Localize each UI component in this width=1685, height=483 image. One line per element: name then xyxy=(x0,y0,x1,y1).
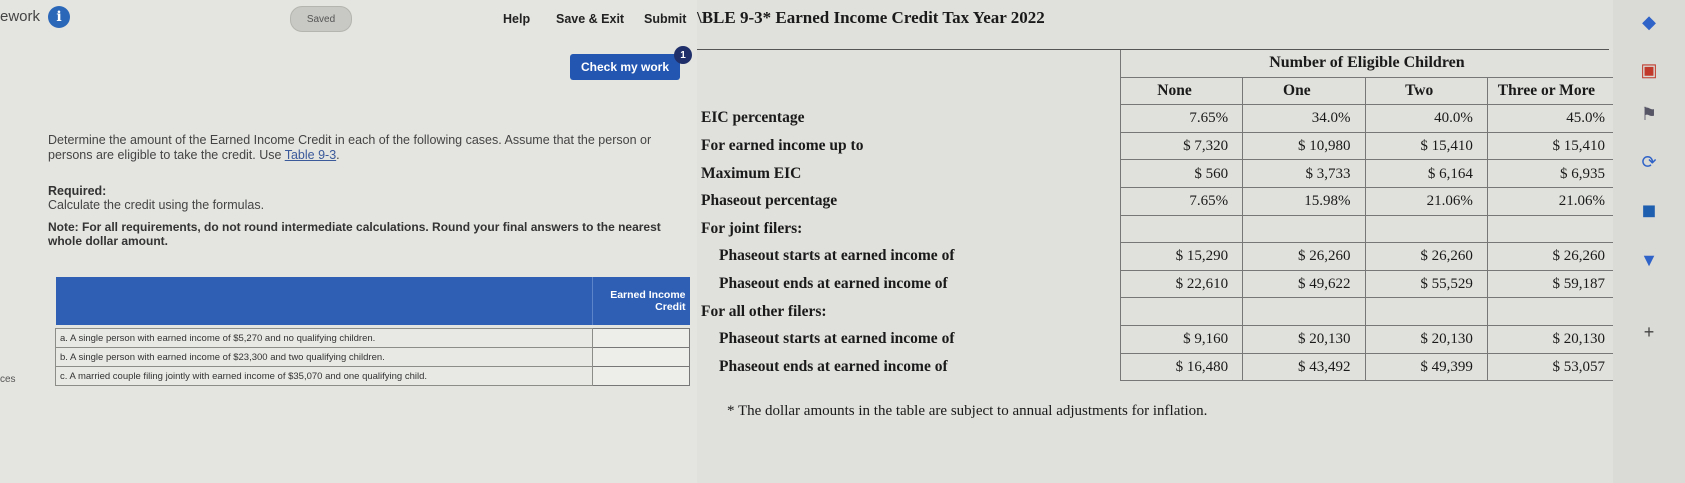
info-icon[interactable]: i xyxy=(48,6,70,28)
eic-row xyxy=(697,298,1613,326)
earned-income-credit-header: Earned Income Credit xyxy=(592,277,690,325)
cell-value: 45.0% xyxy=(1487,105,1613,133)
cell-value: $ 26,260 xyxy=(1365,243,1487,271)
cell-value: $ 49,622 xyxy=(1243,270,1365,298)
saved-status: Saved xyxy=(290,6,352,32)
cell-value xyxy=(1120,215,1242,243)
cell-value: 34.0% xyxy=(1243,105,1365,133)
cell-value xyxy=(1243,215,1365,243)
eic-row xyxy=(697,160,1613,188)
cell-value: $ 3,733 xyxy=(1243,160,1365,188)
case-b-input[interactable] xyxy=(592,348,690,367)
cell-value: $ 16,480 xyxy=(1120,353,1242,381)
col-three-or-more: Three or More xyxy=(1487,77,1613,105)
required-label: Required: xyxy=(48,184,107,198)
required-text: Calculate the credit using the formulas. xyxy=(48,198,265,212)
eic-row xyxy=(697,243,1613,271)
save-exit-link[interactable]: Save & Exit xyxy=(556,12,625,26)
cell-value xyxy=(1487,298,1613,326)
cell-value: 7.65% xyxy=(1120,105,1242,133)
col-one: One xyxy=(1243,77,1365,105)
plus-icon[interactable]: + xyxy=(1643,322,1655,342)
check-count-badge: 1 xyxy=(674,46,692,64)
instructions xyxy=(48,133,693,163)
eic-row xyxy=(697,353,1613,381)
cell-value: $ 15,410 xyxy=(1365,132,1487,160)
answer-table-blank-header xyxy=(56,277,593,325)
cell-value: $ 49,399 xyxy=(1365,353,1487,381)
cell-value: 7.65% xyxy=(1120,187,1242,215)
cell-value: $ 20,130 xyxy=(1243,325,1365,353)
table-link[interactable]: Table 9-3 xyxy=(284,148,337,162)
row-label: For joint filers: xyxy=(701,219,803,237)
browser-side-toolbar xyxy=(1613,0,1685,483)
cell-value: 15.98% xyxy=(1243,187,1365,215)
case-label: c. A married couple filing jointly with earned income of $35,070 and one qualifying child. xyxy=(56,367,593,386)
app-title: ework xyxy=(0,8,41,25)
outlook-icon[interactable]: ◼ xyxy=(1641,200,1657,220)
cell-value: $ 20,130 xyxy=(1487,325,1613,353)
eic-row xyxy=(697,325,1613,353)
children-group-header: Number of Eligible Children xyxy=(1120,50,1613,77)
eic-row xyxy=(697,270,1613,298)
cell-value: $ 43,492 xyxy=(1243,353,1365,381)
cell-value: $ 7,320 xyxy=(1120,132,1242,160)
arrow-icon[interactable]: ▼ xyxy=(1640,250,1658,270)
question-panel xyxy=(0,0,697,483)
row-label: EIC percentage xyxy=(701,109,805,127)
instruction-text: Determine the amount of the Earned Income Credit in each of the following cases. Assume that the person or persons are eligible to take the credit. Use xyxy=(48,133,652,162)
cell-value: $ 15,290 xyxy=(1120,243,1242,271)
row-label: Phaseout percentage xyxy=(701,192,838,210)
cell-value: 40.0% xyxy=(1365,105,1487,133)
bookmark-icon[interactable]: ⚑ xyxy=(1640,104,1658,124)
submit-link[interactable]: Submit xyxy=(644,12,687,26)
cell-value: 21.06% xyxy=(1365,187,1487,215)
cell-value: $ 59,187 xyxy=(1487,270,1613,298)
cell-value xyxy=(1243,298,1365,326)
cell-value: 21.06% xyxy=(1487,187,1613,215)
eic-row xyxy=(697,132,1613,160)
eic-row xyxy=(697,215,1613,243)
case-label: a. A single person with earned income of $5,270 and no qualifying children. xyxy=(56,329,593,348)
cell-value: $ 9,160 xyxy=(1120,325,1242,353)
footnote: * The dollar amounts in the table are subject to annual adjustments for inflation. xyxy=(727,403,1208,419)
row-label: Phaseout ends at earned income of xyxy=(719,357,948,375)
rounding-note: Note: For all requirements, do not round intermediate calculations. Round your final answers to the nearest whole dollar amount. xyxy=(48,220,661,248)
eic-table xyxy=(697,50,1613,381)
col-none: None xyxy=(1120,77,1242,105)
eic-row xyxy=(697,105,1613,133)
case-a-input[interactable] xyxy=(592,329,690,348)
row-label: Phaseout starts at earned income of xyxy=(719,247,955,265)
cell-value: $ 560 xyxy=(1120,160,1242,188)
answer-row xyxy=(56,348,690,367)
cell-value: $ 26,260 xyxy=(1487,243,1613,271)
row-label: Phaseout ends at earned income of xyxy=(719,275,948,293)
col-two: Two xyxy=(1365,77,1487,105)
row-label: For earned income up to xyxy=(701,137,864,155)
case-c-input[interactable] xyxy=(592,367,690,386)
gift-icon[interactable]: ▣ xyxy=(1640,60,1658,80)
answer-row xyxy=(56,329,690,348)
table-title: \BLE 9-3* Earned Income Credit Tax Year 2022 xyxy=(697,8,1045,27)
row-label: For all other filers: xyxy=(701,302,827,320)
cell-value: $ 15,410 xyxy=(1487,132,1613,160)
cell-value: $ 20,130 xyxy=(1365,325,1487,353)
eic-table-panel xyxy=(697,0,1613,483)
cell-value xyxy=(1120,298,1242,326)
cell-value xyxy=(1487,215,1613,243)
tag-icon[interactable]: ◆ xyxy=(1642,12,1656,32)
eic-row xyxy=(697,187,1613,215)
eic-table-body xyxy=(697,105,1613,381)
cell-value: $ 22,610 xyxy=(1120,270,1242,298)
cell-value: $ 6,935 xyxy=(1487,160,1613,188)
cell-value: $ 53,057 xyxy=(1487,353,1613,381)
side-label: ces xyxy=(0,374,16,385)
corner-cell xyxy=(697,50,1120,77)
instruction-end: . xyxy=(336,148,340,162)
answer-table xyxy=(55,277,690,386)
row-label: Phaseout starts at earned income of xyxy=(719,330,955,348)
row-label: Maximum EIC xyxy=(701,164,802,182)
cell-value xyxy=(1365,215,1487,243)
cell-value: $ 55,529 xyxy=(1365,270,1487,298)
cell-value xyxy=(1365,298,1487,326)
cell-value: $ 26,260 xyxy=(1243,243,1365,271)
check-my-work-button[interactable]: Check my work xyxy=(570,54,680,80)
corner-cell xyxy=(697,77,1120,105)
refresh-icon[interactable]: ⟳ xyxy=(1641,152,1657,172)
cell-value: $ 10,980 xyxy=(1243,132,1365,160)
cell-value: $ 6,164 xyxy=(1365,160,1487,188)
help-link[interactable]: Help xyxy=(503,12,531,26)
case-label: b. A single person with earned income of $23,300 and two qualifying children. xyxy=(56,348,593,367)
answer-row xyxy=(56,367,690,386)
